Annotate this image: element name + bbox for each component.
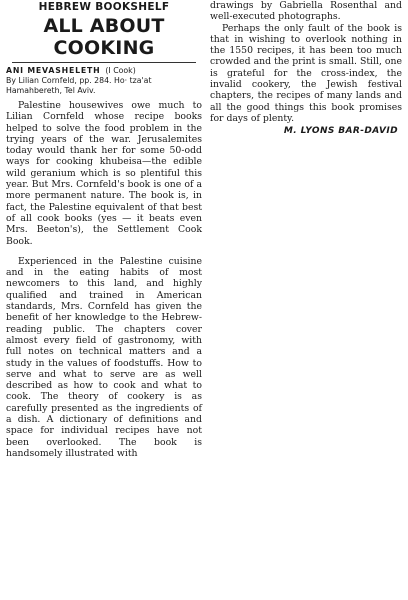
paragraph-2: Experienced in the Palestine cuisine and in the eating habits of most newcomers to this land, and highly qualified and trained in American standards, Mrs. Cornfeld has given the benefit of her knowledge to the Hebrew-reading public. The chapters cover almost every field of gastronomy, with full notes on technical matters and a study in the values of foodstuffs. How to serve and what to serve are as well described as how to cook and what to cook. The theory of cookery is as carefully presented as the ingredients of a dish. A dictionary of definitions and space for individual recipes have not been overlooked. The book is handsomely illustrated with xyxy=(6,255,202,459)
headline-rule xyxy=(12,62,196,63)
paragraph-2-continued: drawings by Gabriella Rosenthal and well-executed photographs. xyxy=(210,0,402,23)
book-title-gloss: (I Cook) xyxy=(105,66,136,75)
section-heading: HEBREW BOOKSHELF xyxy=(38,1,170,13)
paragraph-3: Perhaps the only fault of the book is that in wishing to overlook nothing in the 1550 recipes, it has been too much crowded and the print is small. Still, one is grateful for the cross-index, the invalid cookery, the Jewish festival chapters, the recipes of many lands and all the good things this book promises for days of plenty. xyxy=(210,22,402,124)
headline-line-2: COOKING xyxy=(53,37,155,59)
book-title: ANI MEVASHELETH xyxy=(6,66,101,75)
paragraph-1: Palestine housewives owe much to Lilian Cornfeld whose recipe books helped to solve the food problem in the trying years of the war. Jerusalemites today would thank her for some 50-odd ways for cooking khubeisa—the edible wild geranium which is so plentiful this year. But Mrs. Cornfeld's book is one of a more permanent nature. The book is, in fact, the Palestine equivalent of that best of all cook books (yes — it beats even Mrs. Beeton's), the Settlement Cook Book. xyxy=(6,100,202,247)
left-column xyxy=(6,0,202,459)
book-citation xyxy=(6,66,202,76)
book-details: By Lilian Cornfeld, pp. 284. Ho· tza'at Hamahbereth, Tel Aviv. xyxy=(6,76,152,95)
author-signature: M. LYONS BAR-DAVID xyxy=(283,126,398,137)
headline-line-1: ALL ABOUT xyxy=(43,15,165,37)
right-column xyxy=(210,0,402,136)
